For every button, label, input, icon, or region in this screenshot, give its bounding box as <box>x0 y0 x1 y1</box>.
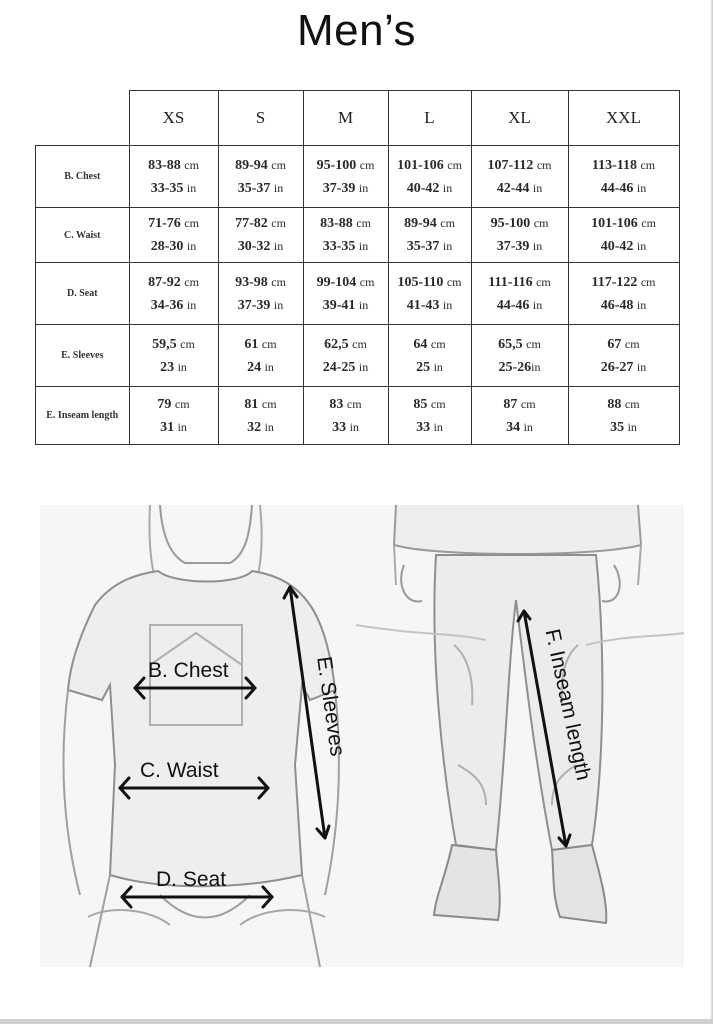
table-cell <box>568 325 679 387</box>
in-value: 44-46 in <box>496 297 543 313</box>
waist-label: C. Waist <box>140 759 219 782</box>
cm-value: 101-106 cm <box>591 216 656 231</box>
in-value: 37-39 in <box>237 297 284 313</box>
table-cell <box>218 208 303 263</box>
cm-value: 89-94 cm <box>235 157 286 173</box>
table-cell <box>129 325 218 387</box>
size-header-m: M <box>303 91 388 146</box>
table-cell <box>129 208 218 263</box>
table-cell <box>568 208 679 263</box>
table-cell <box>471 263 568 325</box>
table-cell <box>218 325 303 387</box>
size-header-xxl: XXL <box>568 91 679 146</box>
table-row <box>36 263 680 325</box>
in-value: 24-25 in <box>322 359 369 375</box>
cm-value: 93-98 cm <box>235 274 286 290</box>
in-value: 41-43 in <box>406 297 453 313</box>
table-cell <box>568 387 679 445</box>
cm-value: 81 cm <box>244 396 277 412</box>
cm-value: 85 cm <box>413 396 446 412</box>
in-value: 31 in <box>160 419 187 435</box>
cm-value: 99-104 cm <box>316 274 375 290</box>
table-row <box>36 208 680 263</box>
size-header-row <box>36 91 680 146</box>
table-cell <box>129 387 218 445</box>
row-label: B. Chest <box>36 146 130 208</box>
cm-value: 62,5 cm <box>324 336 367 352</box>
in-value: 28-30 in <box>150 239 197 254</box>
table-cell <box>303 325 388 387</box>
page-title: Men’s <box>296 6 417 55</box>
table-cell <box>388 208 471 263</box>
cm-value: 77-82 cm <box>235 216 286 231</box>
in-value: 24 in <box>247 359 274 375</box>
in-value: 33-35 in <box>322 239 369 254</box>
cm-value: 83-88 cm <box>148 157 199 173</box>
table-cell <box>129 146 218 208</box>
cm-value: 107-112 cm <box>487 157 552 173</box>
table-cell <box>129 263 218 325</box>
cm-value: 83 cm <box>329 396 362 412</box>
in-value: 26-27 in <box>600 359 647 375</box>
in-value: 33-35 in <box>150 180 197 196</box>
cm-value: 113-118 cm <box>591 157 656 173</box>
table-row <box>36 387 680 445</box>
in-value: 32 in <box>247 419 274 435</box>
table-cell <box>568 263 679 325</box>
cm-value: 87 cm <box>503 396 536 412</box>
in-value: 35 in <box>610 419 637 435</box>
table-cell <box>218 146 303 208</box>
cm-value: 101-106 cm <box>397 157 462 173</box>
shirt-measurement-photo <box>40 505 358 967</box>
in-value: 25-26in <box>498 359 541 375</box>
table-cell <box>388 146 471 208</box>
in-value: 40-42 in <box>600 239 647 254</box>
cm-value: 59,5 cm <box>152 336 195 352</box>
in-value: 33 in <box>332 419 359 435</box>
in-value: 33 in <box>416 419 443 435</box>
cm-value: 111-116 cm <box>488 274 551 290</box>
row-label: D. Seat <box>36 263 130 325</box>
size-header-l: L <box>388 91 471 146</box>
table-cell <box>388 325 471 387</box>
sleeves-label: E. Sleeves <box>312 655 349 758</box>
seat-label: D. Seat <box>156 868 227 891</box>
cm-value: 61 cm <box>244 336 277 352</box>
table-cell <box>303 208 388 263</box>
table-cell <box>218 263 303 325</box>
in-value: 34-36 in <box>150 297 197 313</box>
in-value: 44-46 in <box>600 180 647 196</box>
cm-value: 71-76 cm <box>148 216 199 231</box>
inseam-label: F. Inseam length <box>540 627 596 783</box>
table-row <box>36 146 680 208</box>
cm-value: 79 cm <box>157 396 190 412</box>
cm-value: 88 cm <box>607 396 640 412</box>
size-header-xs: XS <box>129 91 218 146</box>
table-cell <box>303 146 388 208</box>
in-value: 23 in <box>160 359 187 375</box>
chest-label: B. Chest <box>148 659 229 682</box>
in-value: 37-39 in <box>322 180 369 196</box>
table-cell <box>471 387 568 445</box>
table-cell <box>218 387 303 445</box>
cm-value: 95-100 cm <box>490 216 549 231</box>
trousers-measurement-photo <box>356 505 684 967</box>
cm-value: 65,5 cm <box>498 336 541 352</box>
in-value: 35-37 in <box>237 180 284 196</box>
table-cell <box>471 325 568 387</box>
in-value: 40-42 in <box>406 180 453 196</box>
cm-value: 89-94 cm <box>404 216 455 231</box>
table-row <box>36 325 680 387</box>
page-bottom-edge <box>0 1019 713 1024</box>
row-label: E. Inseam length <box>36 387 130 445</box>
in-value: 25 in <box>416 359 443 375</box>
table-cell <box>471 208 568 263</box>
size-header-s: S <box>218 91 303 146</box>
cm-value: 64 cm <box>413 336 446 352</box>
trousers-sketch <box>356 505 684 967</box>
table-cell <box>303 263 388 325</box>
size-header-xl: XL <box>471 91 568 146</box>
row-label: C. Waist <box>36 208 130 263</box>
table-corner <box>36 91 130 146</box>
cm-value: 95-100 cm <box>316 157 375 173</box>
cm-value: 117-122 cm <box>591 274 656 290</box>
shirt-sketch <box>40 505 358 967</box>
cm-value: 67 cm <box>607 336 640 352</box>
in-value: 35-37 in <box>406 239 453 254</box>
in-value: 39-41 in <box>322 297 369 313</box>
in-value: 46-48 in <box>600 297 647 313</box>
in-value: 30-32 in <box>237 239 284 254</box>
in-value: 42-44 in <box>496 180 543 196</box>
table-cell <box>388 263 471 325</box>
cm-value: 87-92 cm <box>148 274 199 290</box>
table-cell <box>568 146 679 208</box>
cm-value: 83-88 cm <box>320 216 371 231</box>
table-cell <box>303 387 388 445</box>
size-chart-table <box>35 90 680 445</box>
in-value: 37-39 in <box>496 239 543 254</box>
table-cell <box>388 387 471 445</box>
table-cell <box>471 146 568 208</box>
in-value: 34 in <box>506 419 533 435</box>
cm-value: 105-110 cm <box>397 274 462 290</box>
row-label: E. Sleeves <box>36 325 130 387</box>
